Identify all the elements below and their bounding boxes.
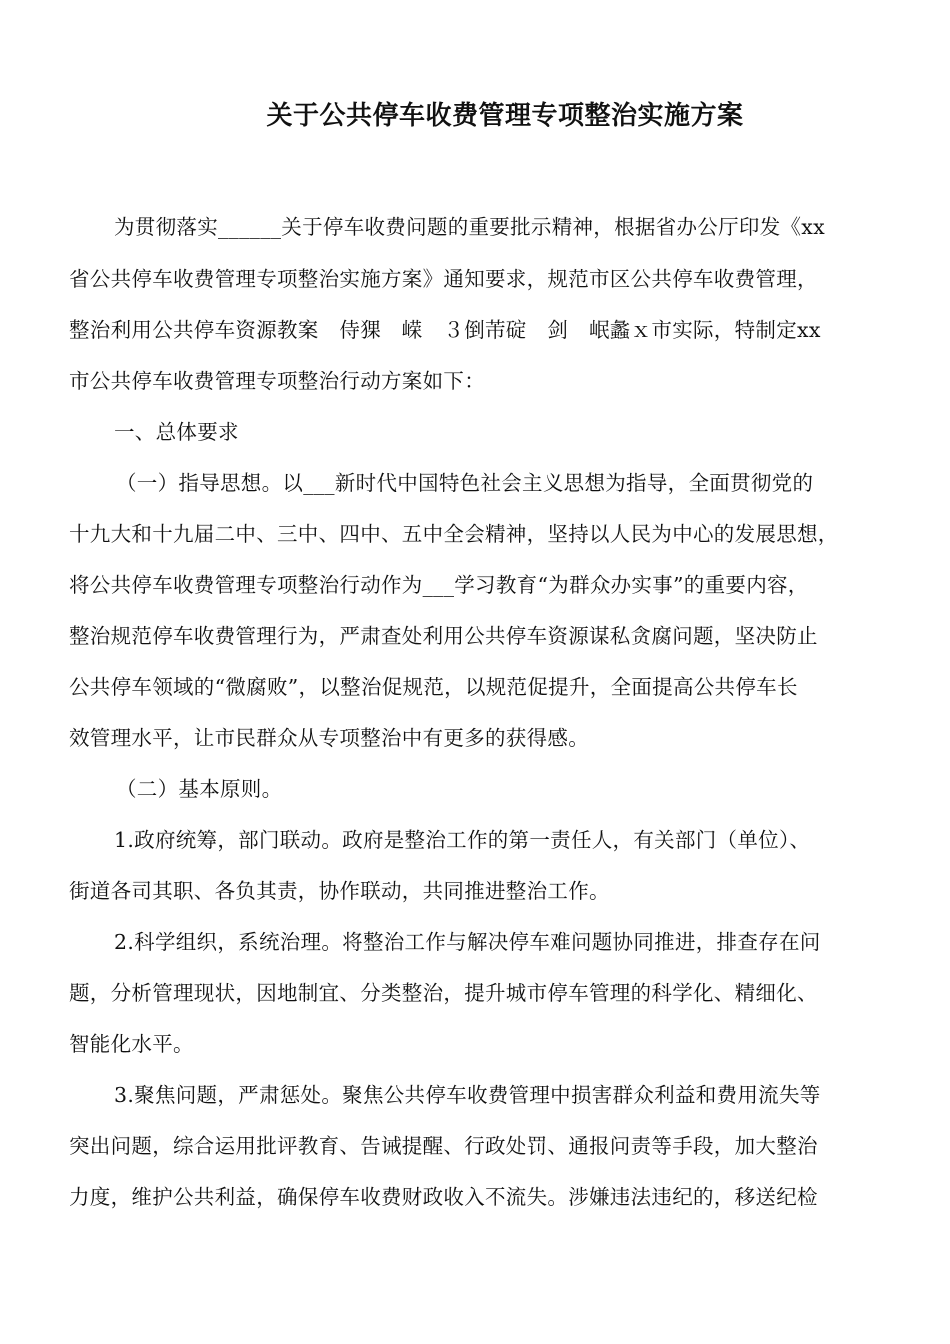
paragraph-line: 突出问题，综合运用批评教育、告诫提醒、行政处罚、通报问责等手段，加大整治 bbox=[69, 1134, 818, 1158]
paragraph-line: 2.科学组织，系统治理。将整治工作与解决停车难问题协同推进，排查存在问 bbox=[114, 930, 821, 954]
subsection-heading: （二）基本原则。 bbox=[116, 777, 283, 801]
paragraph-line: 1.政府统筹，部门联动。政府是整治工作的第一责任人，有关部门（单位）、 bbox=[114, 828, 811, 852]
section-heading: 一、总体要求 bbox=[114, 420, 239, 444]
paragraph-line: 整治利用公共停车资源教案 侍猓 嵘 ３倒芾碇 剑 岷蠡ｘ市实际，特制定xx bbox=[69, 318, 821, 342]
paragraph-line: （一）指导思想。以___新时代中国特色社会主义思想为指导，全面贯彻党的 bbox=[116, 471, 814, 495]
paragraph-line: 将公共停车收费管理专项整治行动作为___学习教育“为群众办实事”的重要内容， bbox=[69, 573, 809, 597]
paragraph-line: 省公共停车收费管理专项整治实施方案》通知要求，规范市区公共停车收费管理， bbox=[69, 267, 818, 291]
document-title: 关于公共停车收费管理专项整治实施方案 bbox=[266, 101, 744, 131]
paragraph-line: 智能化水平。 bbox=[69, 1032, 194, 1056]
paragraph-line: 公共停车领域的“微腐败”，以整治促规范，以规范促提升，全面提高公共停车长 bbox=[69, 675, 798, 699]
paragraph-line: 市公共停车收费管理专项整治行动方案如下： bbox=[69, 369, 485, 393]
paragraph-line: 为贯彻落实______关于停车收费问题的重要批示精神，根据省办公厅印发《xx bbox=[114, 215, 826, 239]
paragraph-line: 十九大和十九届二中、三中、四中、五中全会精神，坚持以人民为中心的发展思想， bbox=[69, 522, 839, 546]
paragraph-line: 题，分析管理现状，因地制宜、分类整治，提升城市停车管理的科学化、精细化、 bbox=[69, 981, 818, 1005]
paragraph-line: 街道各司其职、各负其责，协作联动，共同推进整治工作。 bbox=[69, 879, 610, 903]
paragraph-line: 整治规范停车收费管理行为，严肃查处利用公共停车资源谋私贪腐问题，坚决防止 bbox=[69, 624, 818, 648]
paragraph-line: 力度，维护公共利益，确保停车收费财政收入不流失。涉嫌违法违纪的，移送纪检 bbox=[69, 1185, 818, 1209]
paragraph-line: 效管理水平，让市民群众从专项整治中有更多的获得感。 bbox=[69, 726, 589, 750]
paragraph-line: 3.聚焦问题，严肃惩处。聚焦公共停车收费管理中损害群众利益和费用流失等 bbox=[114, 1083, 821, 1107]
